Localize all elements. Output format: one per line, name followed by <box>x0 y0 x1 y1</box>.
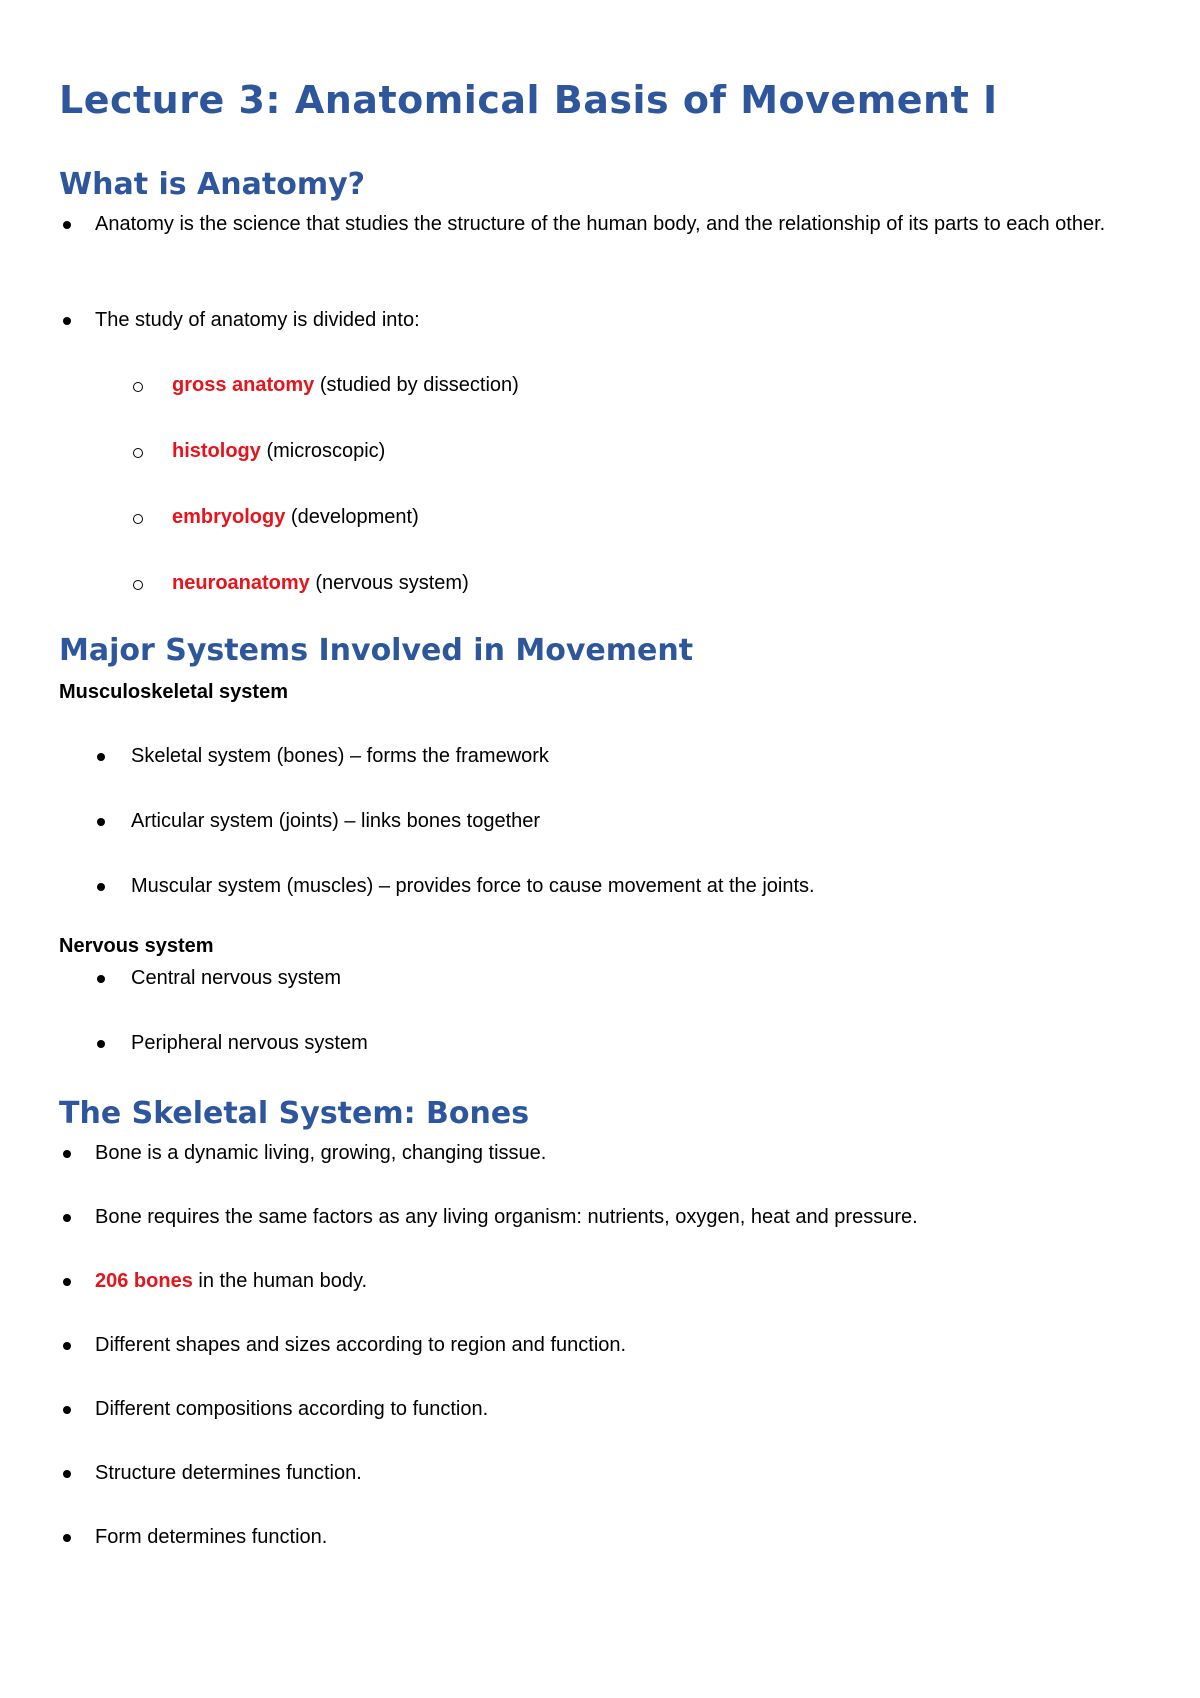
bullet-icon <box>97 975 105 983</box>
bullet-icon <box>63 1150 71 1158</box>
group-label-musculoskeletal: Musculoskeletal system <box>59 681 288 703</box>
bone-fact: Bone requires the same factors as any living organism: nutrients, oxygen, heat and pressure. <box>95 1206 918 1228</box>
bullet-icon <box>97 1040 105 1048</box>
circle-bullet-icon <box>133 448 143 458</box>
term-embryology: embryology <box>172 506 286 528</box>
term-histology: histology <box>172 440 261 462</box>
group-label-nervous: Nervous system <box>59 935 214 957</box>
bullet-icon <box>63 1534 71 1542</box>
nervous-item: Central nervous system <box>131 967 342 989</box>
bullet-icon <box>63 221 71 229</box>
term-description: in the human body. <box>192 1270 368 1292</box>
term-gross-anatomy: gross anatomy <box>172 374 315 396</box>
section-heading-anatomy: What is Anatomy? <box>59 167 366 202</box>
bone-fact: Form determines function. <box>95 1526 328 1548</box>
section-heading-skeletal-system: The Skeletal System: Bones <box>59 1096 530 1131</box>
bullet-icon <box>63 1342 71 1350</box>
term-description: (development) <box>285 506 419 528</box>
circle-bullet-icon <box>133 382 143 392</box>
anatomy-division-intro: The study of anatomy is divided into: <box>95 309 420 331</box>
musculoskeletal-item: Muscular system (muscles) – provides force to cause movement at the joints. <box>131 875 815 897</box>
section-heading-major-systems: Major Systems Involved in Movement <box>59 633 694 668</box>
term-description: (nervous system) <box>309 572 469 594</box>
bullet-icon <box>97 753 105 761</box>
circle-bullet-icon <box>133 580 143 590</box>
bone-fact: Structure determines function. <box>95 1462 362 1484</box>
bone-fact: Different shapes and sizes according to region and function. <box>95 1334 627 1356</box>
bullet-icon <box>97 818 105 826</box>
musculoskeletal-item: Articular system (joints) – links bones together <box>131 810 541 832</box>
bullet-icon <box>97 883 105 891</box>
nervous-item: Peripheral nervous system <box>131 1032 368 1054</box>
term-206-bones: 206 bones <box>95 1270 193 1292</box>
musculoskeletal-item: Skeletal system (bones) – forms the framework <box>131 745 549 767</box>
bone-fact: Bone is a dynamic living, growing, changing tissue. <box>95 1142 547 1164</box>
bullet-icon <box>63 317 71 325</box>
term-description: (studied by dissection) <box>314 374 519 396</box>
sub-item-gross-anatomy <box>172 369 519 401</box>
bone-fact: Different compositions according to function. <box>95 1398 489 1420</box>
bone-count-fact <box>95 1265 367 1297</box>
bullet-icon <box>63 1406 71 1414</box>
bullet-icon <box>63 1278 71 1286</box>
circle-bullet-icon <box>133 514 143 524</box>
anatomy-definition: Anatomy is the science that studies the structure of the human body, and the relationship of its parts to each other. <box>95 213 1106 235</box>
bullet-icon <box>63 1470 71 1478</box>
term-description: (microscopic) <box>260 440 386 462</box>
term-neuroanatomy: neuroanatomy <box>172 572 310 594</box>
sub-item-histology <box>172 435 385 467</box>
bullet-icon <box>63 1214 71 1222</box>
page-title: Lecture 3: Anatomical Basis of Movement I <box>59 78 998 122</box>
sub-item-neuroanatomy <box>172 567 469 599</box>
sub-item-embryology <box>172 501 419 533</box>
